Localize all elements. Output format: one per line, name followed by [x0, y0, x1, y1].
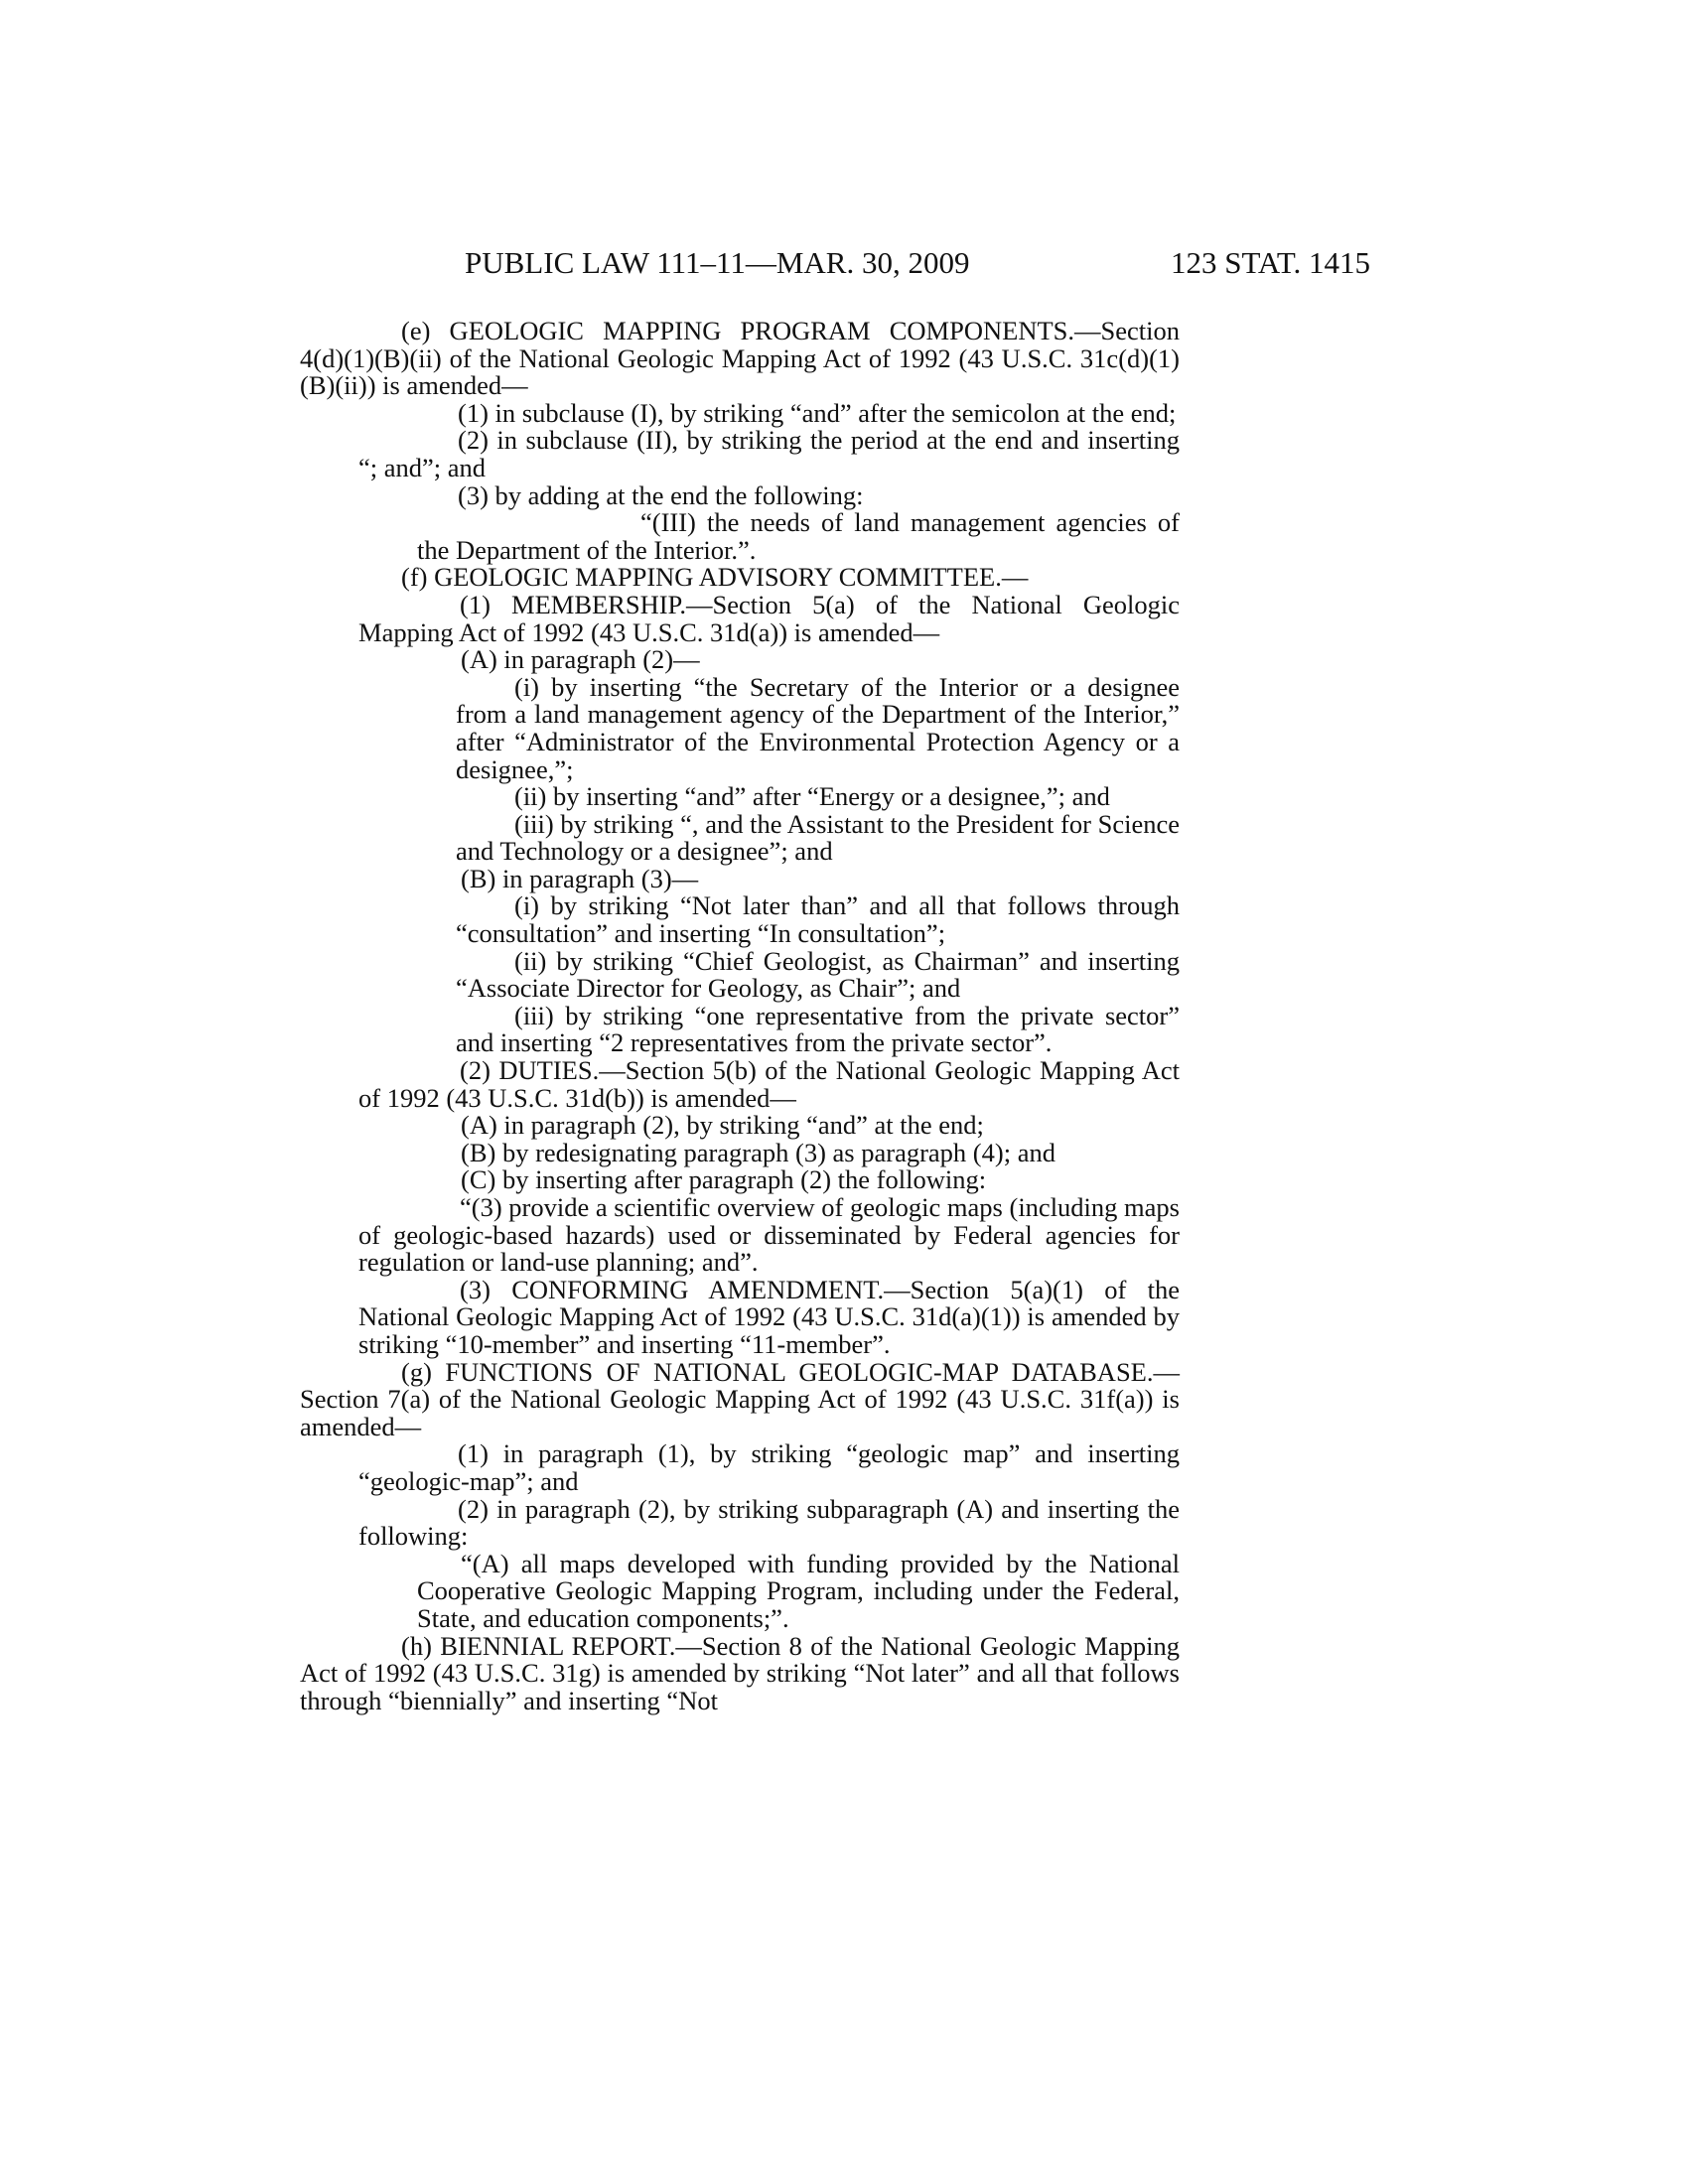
quoted-subparagraph-A: “(A) all maps developed with funding provided by the National Cooperative Geologic Mapping Program, including under the Federal, State, and education components;”.	[417, 1548, 1180, 1633]
subpara-f-2-B: (B) by redesignating paragraph (3) as paragraph (4); and	[461, 1137, 1055, 1167]
clause-e-2: (2) in subclause (II), by striking the period at the end and inserting “; and”; and	[358, 425, 1180, 482]
clause-f-1-membership: (1) MEMBERSHIP.—Section 5(a) of the National Geologic Mapping Act of 1992 (43 U.S.C. 31d(a)) is amended—	[358, 589, 1180, 647]
item-f-1-A-iii: (iii) by striking “, and the Assistant to the President for Science and Technology or a designee”; and	[456, 808, 1180, 867]
subpara-f-1-B: (B) in paragraph (3)—	[461, 863, 699, 893]
clause-f-3-conforming: (3) CONFORMING AMENDMENT.—Section 5(a)(1) of the National Geologic Mapping Act of 1992 (43 U.S.C. 31d(a)(1)) is amended by striking “10-member” and inserting “11-member”.	[358, 1274, 1180, 1359]
item-f-1-A-i: (i) by inserting “the Secretary of the Interior or a designee from a land management agency of the Department of the Interior,” after “Administrator of the Environmental Protection Agency or a designee,”;	[456, 671, 1180, 784]
page-header	[298, 245, 1370, 285]
subpara-f-2-C: (C) by inserting after paragraph (2) the following:	[461, 1164, 987, 1195]
statute-citation: 123 STAT. 1415	[1170, 245, 1370, 280]
item-f-1-B-ii: (ii) by striking “Chief Geologist, as Chairman” and inserting “Associate Director for Geology, as Chair”; and	[456, 945, 1180, 1004]
subpara-f-1-A: (A) in paragraph (2)—	[461, 644, 700, 675]
running-head: PUBLIC LAW 111–11—MAR. 30, 2009	[465, 245, 970, 280]
item-f-1-B-i: (i) by striking “Not later than” and all that follows through “consultation” and inserting “In consultation”;	[456, 890, 1180, 949]
clause-e-1: (1) in subclause (I), by striking “and” after the semicolon at the end;	[458, 397, 1177, 428]
clause-f-2-duties: (2) DUTIES.—Section 5(b) of the National Geologic Mapping Act of 1992 (43 U.S.C. 31d(b)) is amended—	[358, 1055, 1180, 1113]
section-g-paragraph: (g) FUNCTIONS OF NATIONAL GEOLOGIC-MAP DATABASE.—Section 7(a) of the National Geologic Mapping Act of 1992 (43 U.S.C. 31f(a)) is amended—	[300, 1356, 1180, 1441]
body-text	[300, 318, 1180, 1714]
section-e-paragraph: (e) GEOLOGIC MAPPING PROGRAM COMPONENTS.—Section 4(d)(1)(B)(ii) of the National Geologic Mapping Act of 1992 (43 U.S.C. 31c(d)(1)(B)(ii)) is amended—	[300, 316, 1180, 401]
item-f-1-A-ii: (ii) by inserting “and” after “Energy or a designee,”; and	[514, 781, 1110, 812]
clause-e-3: (3) by adding at the end the following:	[458, 479, 864, 510]
quoted-paragraph-3: “(3) provide a scientific overview of geologic maps (including maps of geologic-based hazards) used or disseminated by Federal agencies for regulation or land-use planning; and”.	[358, 1192, 1180, 1278]
section-h-paragraph: (h) BIENNIAL REPORT.—Section 8 of the National Geologic Mapping Act of 1992 (43 U.S.C. 31g) is amended by striking “Not later” and all that follows through “biennially” and inserting “Not	[300, 1630, 1180, 1715]
section-f-heading: (f) GEOLOGIC MAPPING ADVISORY COMMITTEE.—	[401, 562, 1029, 593]
item-f-1-B-iii: (iii) by striking “one representative from the private sector” and inserting “2 representatives from the private sector”.	[456, 1000, 1180, 1058]
subpara-f-2-A: (A) in paragraph (2), by striking “and” at the end;	[461, 1110, 984, 1141]
clause-g-1: (1) in paragraph (1), by striking “geologic map” and inserting “geologic-map”; and	[358, 1438, 1180, 1496]
quoted-subclause-III: “(III) the needs of land management agencies of the Department of the Interior.”.	[417, 507, 1180, 565]
clause-g-2: (2) in paragraph (2), by striking subparagraph (A) and inserting the following:	[358, 1493, 1180, 1552]
